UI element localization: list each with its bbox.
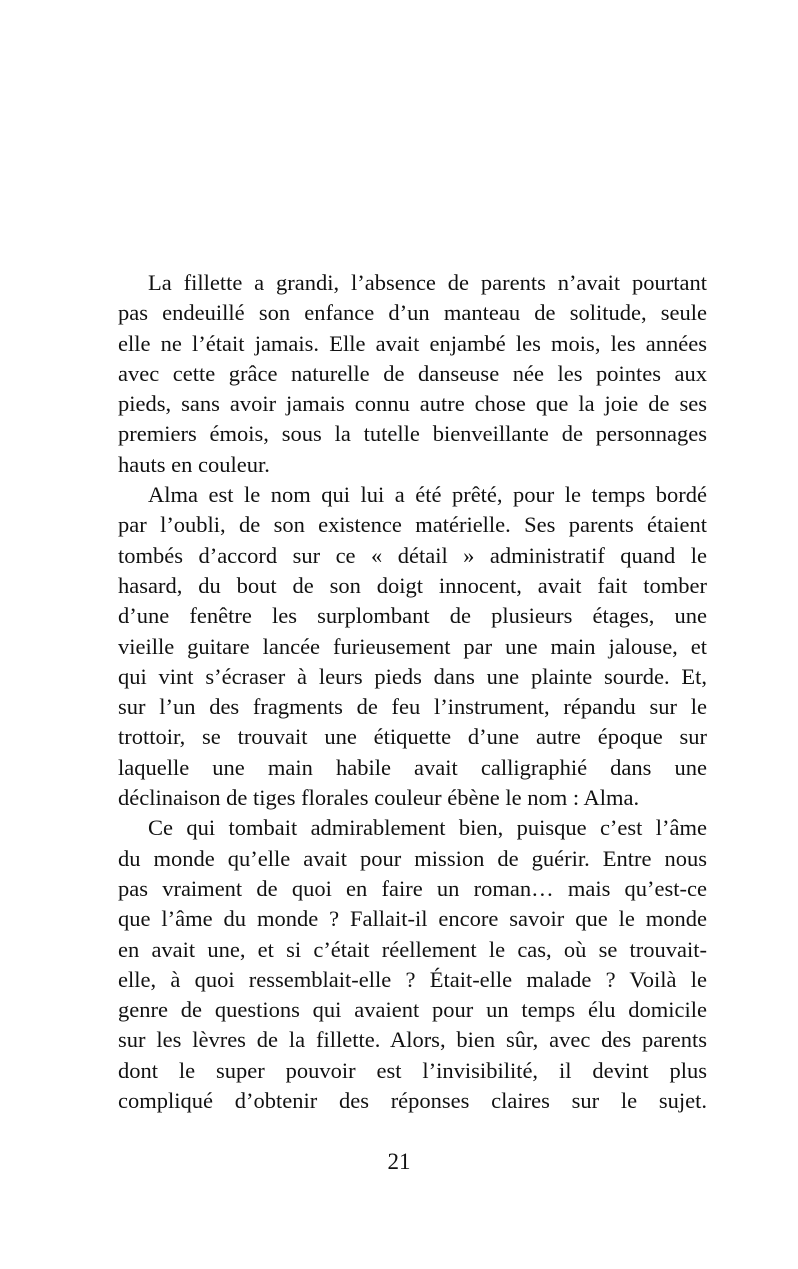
text-line: dont le super pouvoir est l’invisibilité, il devint plus bbox=[118, 1057, 707, 1083]
text-line: pas vraiment de quoi en faire un roman… mais qu’est-ce bbox=[118, 875, 707, 901]
text-line: qui vint s’écraser à leurs pieds dans une plainte sourde. Et, bbox=[118, 663, 707, 689]
text-line: compliqué d’obtenir des réponses claires sur le sujet. bbox=[118, 1088, 707, 1114]
text-line: déclinaison de tiges florales couleur ébène le nom : Alma. bbox=[118, 785, 640, 811]
text-line: d’une fenêtre les surplombant de plusieurs étages, une bbox=[118, 603, 707, 629]
text-line: genre de questions qui avaient pour un temps élu domicile bbox=[118, 997, 707, 1023]
text-line: elle ne l’était jamais. Elle avait enjambé les mois, les années bbox=[118, 330, 707, 356]
paragraph-1 bbox=[118, 268, 707, 480]
text-line: elle, à quoi ressemblait-elle ? Était-elle malade ? Voilà le bbox=[118, 966, 707, 992]
paragraph-3 bbox=[118, 813, 707, 1116]
text-line: laquelle une main habile avait calligraphié dans une bbox=[118, 754, 707, 780]
page-number: 21 bbox=[387, 1149, 411, 1174]
text-line: premiers émois, sous la tutelle bienveillante de personnages bbox=[118, 421, 707, 447]
page-body bbox=[118, 268, 707, 1116]
text-line: du monde qu’elle avait pour mission de guérir. Entre nous bbox=[118, 845, 707, 871]
text-line: trottoir, se trouvait une étiquette d’une autre époque sur bbox=[118, 724, 707, 750]
text-line: en avait une, et si c’était réellement le cas, où se trouvait- bbox=[118, 936, 707, 962]
text-line: avec cette grâce naturelle de danseuse née les pointes aux bbox=[118, 360, 707, 386]
text-line: hauts en couleur. bbox=[118, 451, 270, 477]
text-line: Alma est le nom qui lui a été prêté, pour le temps bordé bbox=[148, 482, 707, 508]
text-line: pieds, sans avoir jamais connu autre chose que la joie de ses bbox=[118, 391, 707, 417]
text-line: par l’oubli, de son existence matérielle. Ses parents étaient bbox=[118, 512, 707, 538]
paragraph-2 bbox=[118, 480, 707, 813]
text-line: sur l’un des fragments de feu l’instrument, répandu sur le bbox=[118, 694, 707, 720]
text-line: Ce qui tombait admirablement bien, puisque c’est l’âme bbox=[148, 815, 707, 841]
text-line: que l’âme du monde ? Fallait-il encore savoir que le monde bbox=[118, 906, 707, 932]
text-line: pas endeuillé son enfance d’un manteau de solitude, seule bbox=[118, 300, 707, 326]
text-line: hasard, du bout de son doigt innocent, avait fait tomber bbox=[118, 572, 707, 598]
text-line: vieille guitare lancée furieusement par une main jalouse, et bbox=[118, 633, 707, 659]
text-line: tombés d’accord sur ce « détail » administratif quand le bbox=[118, 542, 707, 568]
text-line: sur les lèvres de la fillette. Alors, bien sûr, avec des parents bbox=[118, 1027, 707, 1053]
text-line: La fillette a grandi, l’absence de parents n’avait pourtant bbox=[148, 270, 707, 295]
